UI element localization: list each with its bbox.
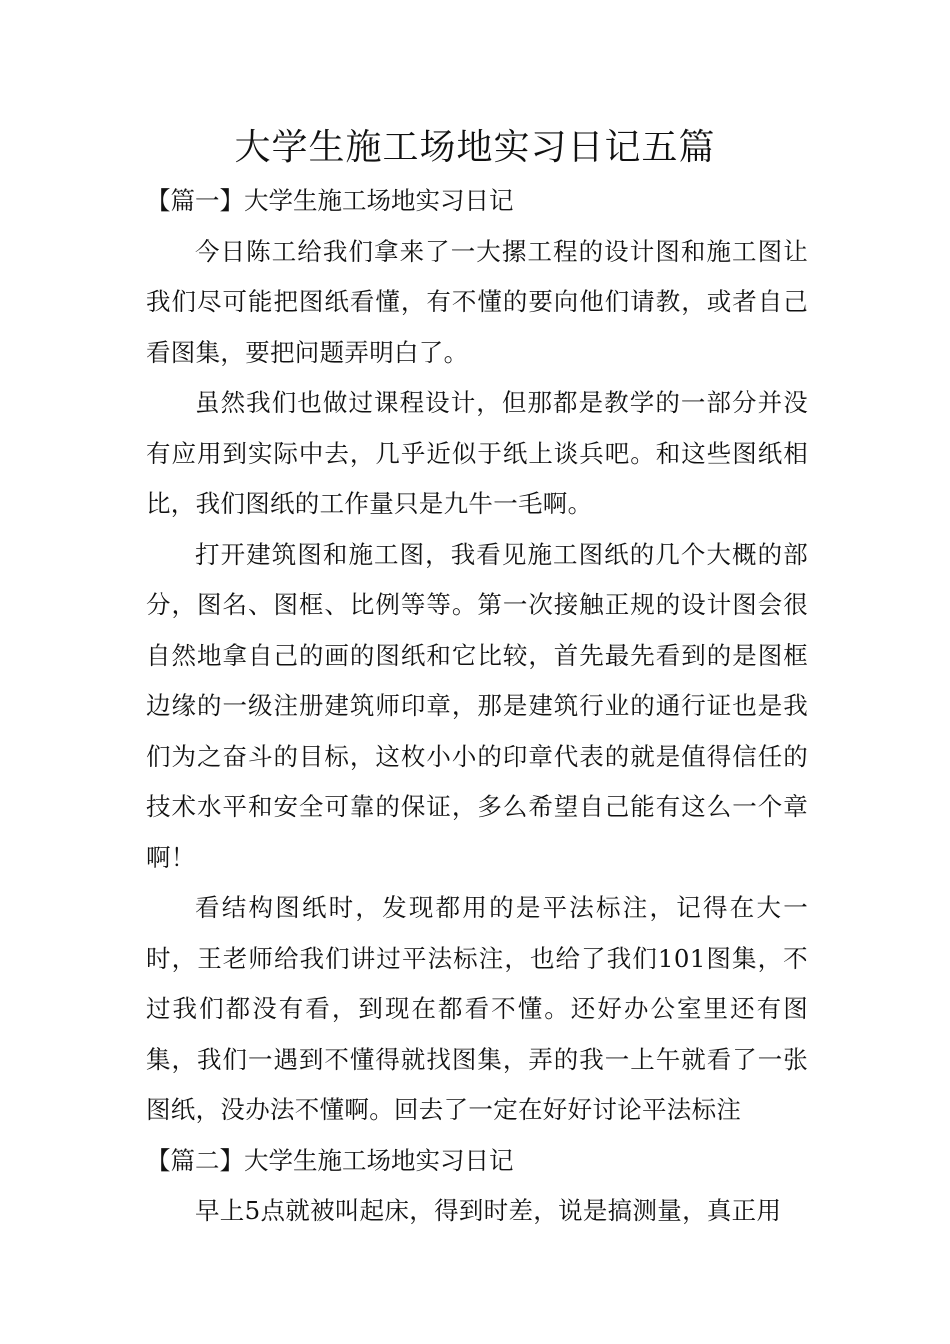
document-body bbox=[146, 176, 808, 1237]
paragraph: 看结构图纸时，发现都用的是平法标注，记得在大一时，王老师给我们讲过平法标注，也给了我们101图集，不过我们都没有看，到现在都看不懂。还好办公室里还有图集，我们一遇到不懂得就找图集，弄的我一上午就看了一张图纸，没办法不懂啊。回去了一定在好好讨论平法标注 bbox=[146, 893, 808, 1124]
paragraph: 早上5点就被叫起床，得到时差，说是搞测量，真正用 bbox=[195, 1196, 782, 1225]
paragraph: 今日陈工给我们拿来了一大摞工程的设计图和施工图让我们尽可能把图纸看懂，有不懂的要向他们请教，或者自己看图集，要把问题弄明白了。 bbox=[146, 236, 808, 367]
section-heading-1: 【篇一】大学生施工场地实习日记 bbox=[146, 186, 514, 215]
document-title: 大学生施工场地实习日记五篇 bbox=[234, 127, 716, 168]
section-heading-2: 【篇二】大学生施工场地实习日记 bbox=[146, 1145, 514, 1175]
paragraph: 虽然我们也做过课程设计，但那都是教学的一部分并没有应用到实际中去，几乎近似于纸上谈兵吧。和这些图纸相比，我们图纸的工作量只是九牛一毛啊。 bbox=[146, 388, 808, 518]
paragraph: 打开建筑图和施工图，我看见施工图纸的几个大概的部分，图名、图框、比例等等。第一次接触正规的设计图会很自然地拿自己的画的图纸和它比较，首先最先看到的是图框边缘的一级注册建筑师印章，那是建筑行业的通行证也是我们为之奋斗的目标，这枚小小的印章代表的就是值得信任的技术水平和安全可靠的保证，多么希望自己能有这么一个章啊！ bbox=[146, 539, 808, 872]
